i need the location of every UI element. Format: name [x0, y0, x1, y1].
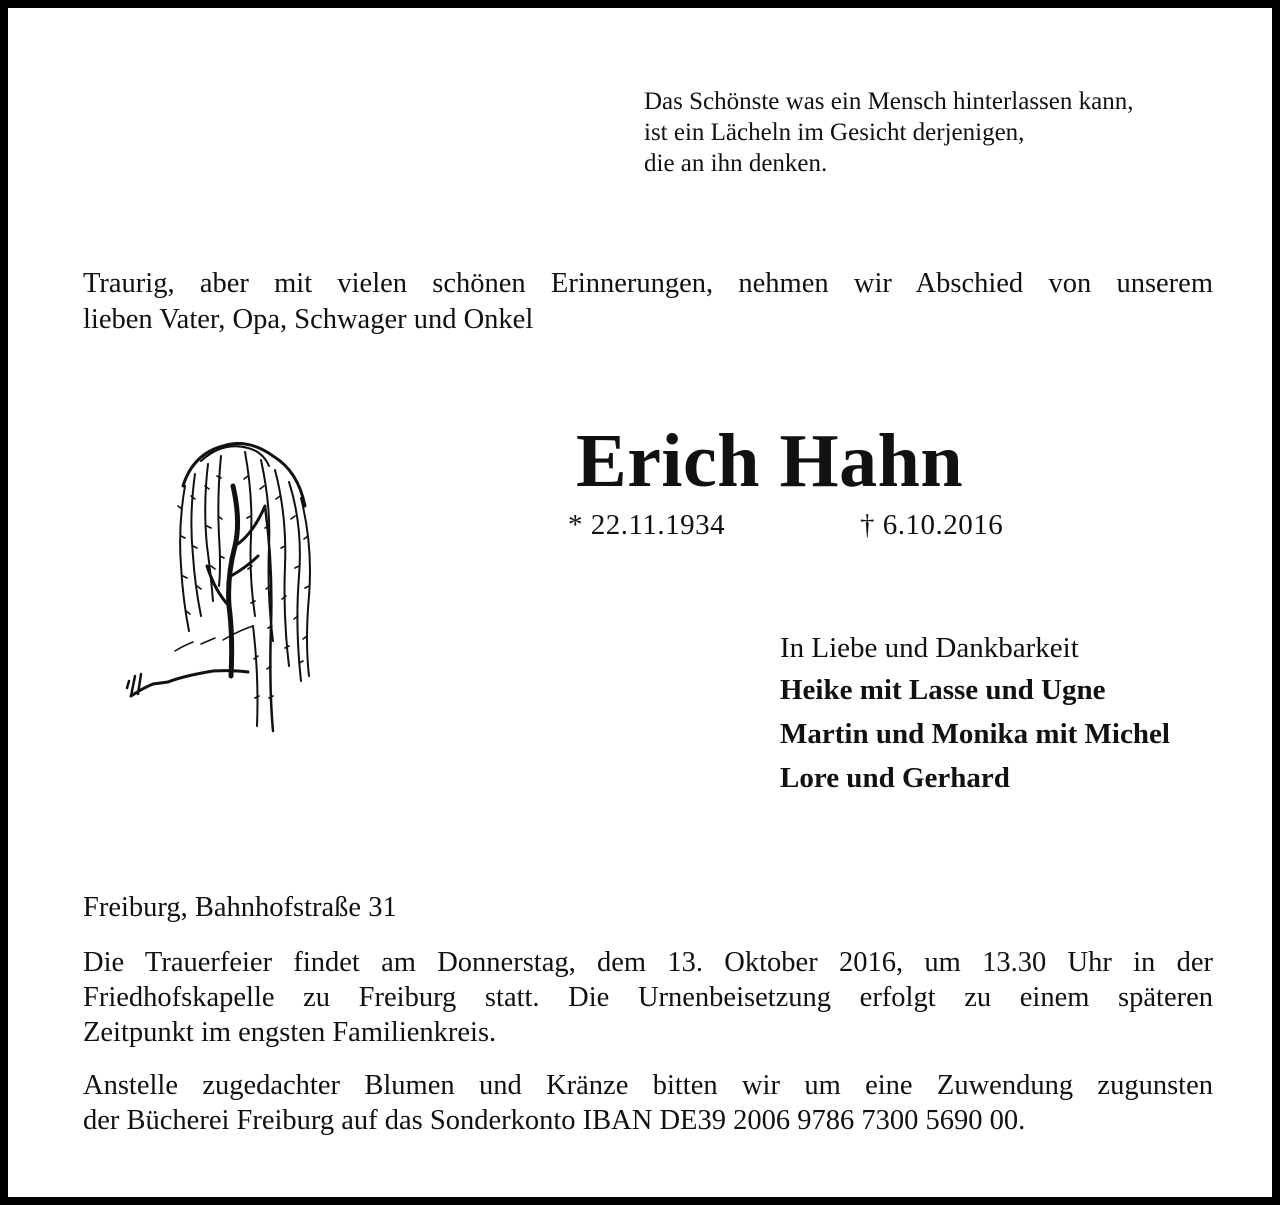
donation-line: der Bücherei Freiburg auf das Sonderkonto IBAN DE39 2006 9786 7300 5690 00.	[83, 1105, 1026, 1136]
farewell-intro	[83, 266, 1213, 338]
quote-line: die an ihn denken.	[644, 150, 828, 177]
deceased-name: Erich Hahn	[576, 419, 964, 503]
service-line: Zeitpunkt im engsten Familienkreis.	[83, 1017, 497, 1048]
donation-request	[83, 1068, 1213, 1138]
mourner-name: Martin und Monika mit Michel	[780, 718, 1170, 750]
weeping-willow-icon	[123, 426, 333, 741]
donation-line: Anstelle zugedachter Blumen und Kränze bitten wir um eine Zuwendung zugunsten	[83, 1070, 1213, 1101]
service-line: Friedhofskapelle zu Freiburg statt. Die Urnenbeisetzung erfolgt zu einem späteren	[83, 982, 1213, 1013]
family-address: Freiburg, Bahnhofstraße 31	[83, 892, 397, 923]
quote-line: ist ein Lächeln im Gesicht derjenigen,	[644, 119, 1025, 146]
mourner-name: Lore und Gerhard	[780, 762, 1010, 794]
death-date: † 6.10.2016	[860, 509, 1004, 541]
quote-line: Das Schönste was ein Mensch hinterlassen kann,	[644, 88, 1134, 115]
memorial-quote	[644, 86, 1234, 179]
mourners-lead: In Liebe und Dankbarkeit	[780, 632, 1079, 664]
birth-date: * 22.11.1934	[568, 509, 726, 541]
intro-line: Traurig, aber mit vielen schönen Erinnerungen, nehmen wir Abschied von unserem	[83, 268, 1213, 299]
intro-line: lieben Vater, Opa, Schwager und Onkel	[83, 304, 534, 335]
mourners-block	[780, 628, 1240, 800]
mourner-name: Heike mit Lasse und Ugne	[780, 674, 1106, 706]
service-line: Die Trauerfeier findet am Donnerstag, dem 13. Oktober 2016, um 13.30 Uhr in der	[83, 947, 1213, 978]
service-details	[83, 945, 1213, 1050]
